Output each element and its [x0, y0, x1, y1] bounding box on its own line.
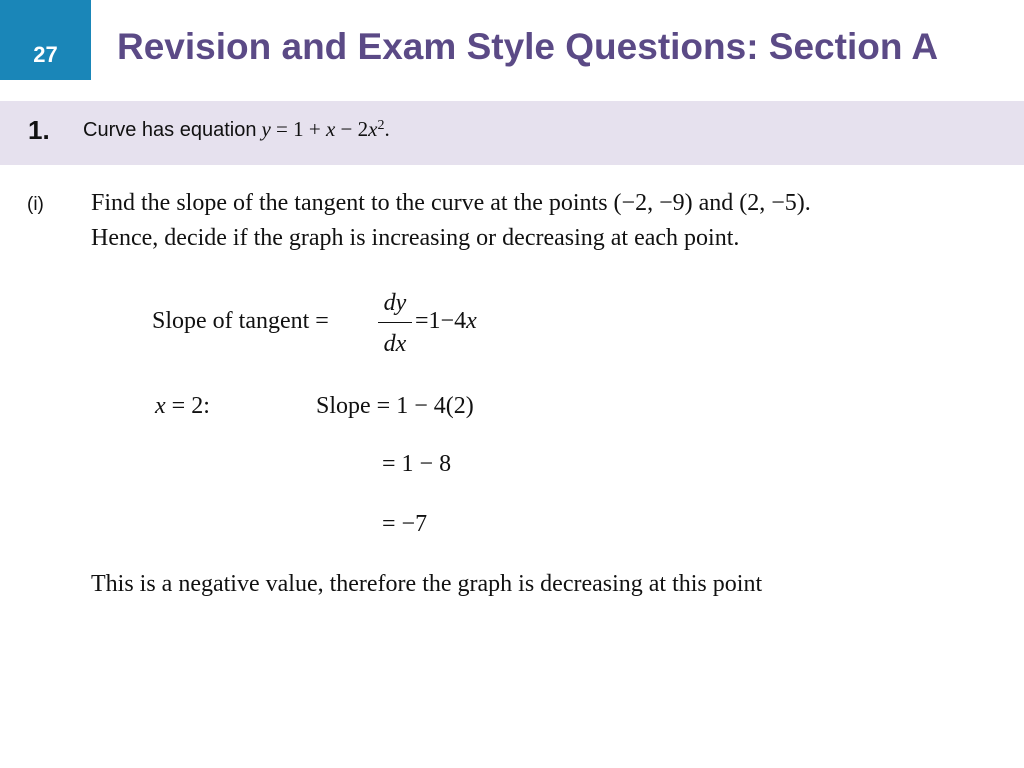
- fraction-denominator: dx: [383, 331, 407, 357]
- working-step-1: Slope = 1 − 4(2): [316, 393, 474, 419]
- part-question-line-2: Hence, decide if the graph is increasing or decreasing at each point.: [91, 225, 740, 251]
- conclusion-text: This is a negative value, therefore the graph is decreasing at this point: [91, 571, 763, 597]
- case-var: x: [155, 393, 166, 419]
- part-question-line-1: Find the slope of the tangent to the curve at the points (−2, −9) and (2, −5).: [91, 190, 811, 216]
- question-number: 1.: [28, 115, 50, 145]
- curve-equation: [261, 117, 389, 141]
- slide-title: Revision and Exam Style Questions: Section A: [117, 26, 939, 67]
- case-rest: = 2:: [165, 393, 210, 419]
- derivative-rhs: [415, 308, 477, 335]
- derivative-rhs-var: x: [466, 308, 477, 334]
- equation-exponent: 2: [377, 118, 385, 133]
- fraction-numerator: dy: [383, 290, 407, 316]
- working-step-2: = 1 − 8: [382, 451, 452, 477]
- equation-x2: x: [368, 117, 378, 141]
- equation-x: x: [325, 117, 336, 141]
- case-label: [155, 393, 210, 420]
- equation-y: y: [261, 117, 271, 141]
- working-step-3: = −7: [382, 511, 428, 537]
- question-stem: [83, 117, 390, 142]
- question-bar: [0, 101, 1024, 165]
- equation-part2: − 2: [335, 117, 369, 141]
- question-stem-text: Curve has equation: [83, 119, 257, 141]
- derivative-fraction: [378, 288, 412, 359]
- fraction-bar: [378, 322, 412, 323]
- slide-number-box: [0, 0, 91, 80]
- derivative-rhs-prefix: =1−4: [415, 308, 467, 334]
- slope-of-tangent-label: Slope of tangent =: [152, 308, 329, 334]
- equation-part1: = 1 +: [270, 117, 326, 141]
- slide-number: 27: [33, 42, 58, 67]
- part-label: (i): [27, 194, 44, 215]
- equation-period: .: [384, 117, 390, 141]
